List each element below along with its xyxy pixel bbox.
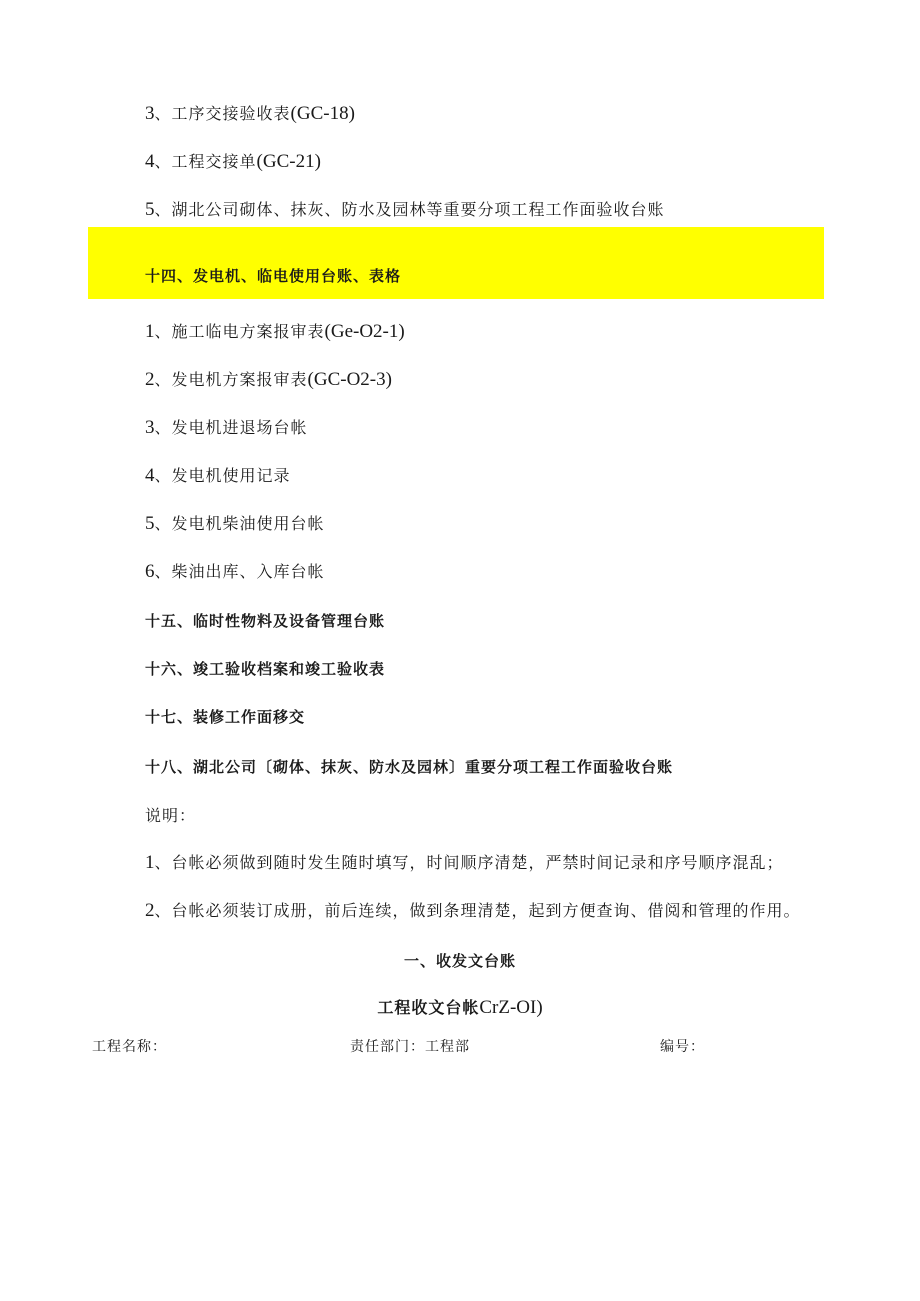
section-heading-16: 十六、竣工验收档案和竣工验收表 [145, 660, 386, 678]
note-text: 台帐必须装订成册，前后连续，做到条理清楚，起到方便查询、借阅和管理的作用。 [171, 901, 801, 920]
item-separator: 、 [154, 466, 172, 485]
list-item [145, 199, 665, 221]
note-separator: 、 [154, 853, 172, 872]
section-heading-14: 十四、发电机、临电使用台账、表格 [145, 267, 402, 285]
project-name-label: 工程名称： [92, 1039, 167, 1055]
item-code: (Ge-O2-1) [324, 321, 405, 342]
item-text: 柴油出库、入库台帐 [171, 562, 325, 581]
item-number: 3 [145, 103, 155, 124]
item-separator: 、 [154, 562, 172, 581]
list-item [145, 513, 325, 535]
note-number: 2 [145, 900, 155, 921]
item-code: (GC-O2-3) [307, 369, 392, 390]
serial-number-label: 编号： [660, 1039, 705, 1055]
item-code: (GC-21) [256, 151, 321, 172]
item-text: 发电机进退场台帐 [171, 418, 308, 437]
list-item [145, 321, 405, 343]
item-text: 工序交接验收表 [171, 104, 291, 123]
item-number: 5 [145, 513, 155, 534]
item-text: 施工临电方案报审表 [171, 322, 325, 341]
list-item [145, 417, 308, 439]
item-number: 2 [145, 369, 155, 390]
item-number: 3 [145, 417, 155, 438]
item-number: 5 [145, 199, 155, 220]
list-item [145, 369, 392, 391]
item-text: 湖北公司砌体、抹灰、防水及园林等重要分项工程工作面验收台账 [171, 200, 665, 219]
section-heading-18: 十八、湖北公司〔砌体、抹灰、防水及园林〕重要分项工程工作面验收台账 [145, 758, 674, 776]
item-text: 发电机方案报审表 [171, 370, 308, 389]
note-item [145, 900, 801, 922]
note-separator: 、 [154, 901, 172, 920]
item-number: 4 [145, 465, 155, 486]
item-separator: 、 [154, 514, 172, 533]
heading-receipt-ledger-code: CrZ-OI) [479, 997, 543, 1018]
note-number: 1 [145, 852, 155, 873]
heading-receipt-ledger-text: 工程收文台帐 [377, 998, 480, 1017]
item-number: 4 [145, 151, 155, 172]
item-number: 1 [145, 321, 155, 342]
heading-receipt-ledger [0, 996, 920, 1020]
department-label: 责任部门：工程部 [350, 1039, 470, 1055]
item-code: (GC-18) [290, 103, 355, 124]
notes-label: 说明： [145, 806, 197, 825]
heading-receive-send-ledger: 一、收发文台账 [403, 952, 516, 970]
item-number: 6 [145, 561, 155, 582]
item-separator: 、 [154, 200, 172, 219]
item-text: 工程交接单 [171, 152, 257, 171]
item-separator: 、 [154, 152, 172, 171]
note-text: 台帐必须做到随时发生随时填写，时间顺序清楚，严禁时间记录和序号顺序混乱； [171, 853, 784, 872]
item-separator: 、 [154, 322, 172, 341]
item-text: 发电机柴油使用台帐 [171, 514, 325, 533]
list-item [145, 561, 325, 583]
item-separator: 、 [154, 370, 172, 389]
item-separator: 、 [154, 104, 172, 123]
note-item [145, 852, 784, 874]
section-heading-15: 十五、临时性物料及设备管理台账 [145, 612, 386, 630]
list-item [145, 151, 321, 173]
section-highlight [88, 227, 824, 299]
list-item [145, 103, 355, 125]
list-item [145, 465, 291, 487]
item-separator: 、 [154, 418, 172, 437]
section-heading-17: 十七、装修工作面移交 [145, 708, 306, 726]
item-text: 发电机使用记录 [171, 466, 291, 485]
